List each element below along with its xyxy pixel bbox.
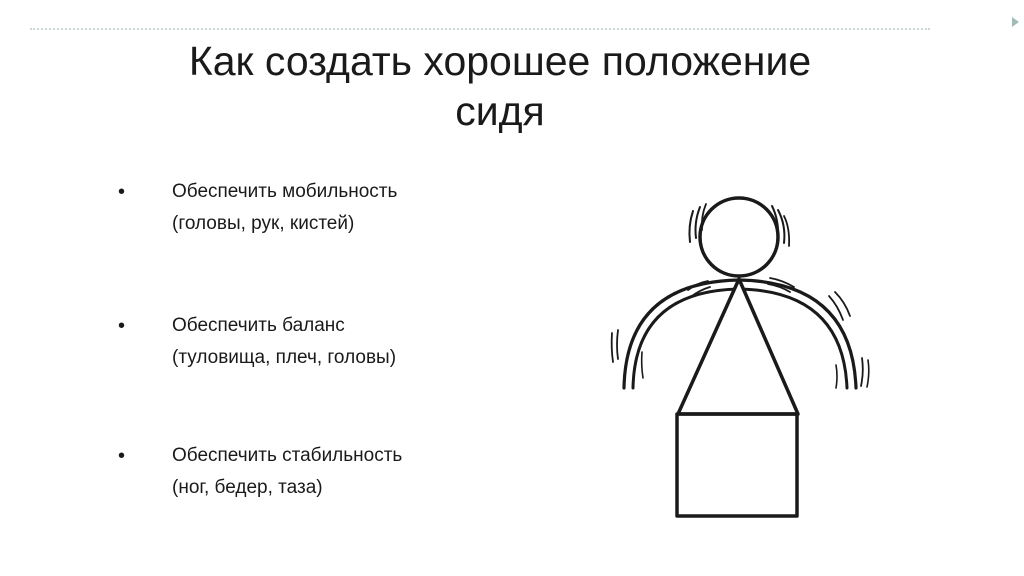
motion-line	[836, 365, 837, 388]
motion-line	[861, 358, 863, 386]
figure-pelvis	[677, 414, 797, 516]
seated-posture-stick-figure-icon	[600, 180, 890, 530]
slide-title	[60, 36, 940, 136]
bullet-line-2: (головы, рук, кистей)	[172, 213, 355, 234]
figure-torso	[678, 279, 798, 414]
title-line-1: Как создать хорошее положение	[188, 38, 812, 84]
motion-line	[617, 330, 618, 359]
top-dotted-rule	[30, 28, 930, 30]
motion-line	[835, 292, 850, 316]
figure-head	[700, 198, 778, 276]
corner-arrow-icon	[1012, 17, 1019, 27]
bullet-line-1: Обеспечить мобильность	[172, 181, 398, 202]
motion-line	[867, 360, 869, 387]
bullet-text	[172, 440, 552, 504]
bullet-line-1: Обеспечить баланс	[172, 315, 345, 336]
motion-line	[689, 211, 693, 242]
bullet-marker: •	[118, 315, 126, 337]
bullet-text	[172, 310, 552, 374]
bullet-line-2: (туловища, плеч, головы)	[172, 347, 397, 368]
title-line-2: сидя	[455, 88, 545, 134]
bullet-line-1: Обеспечить стабильность	[172, 445, 403, 466]
bullet-text	[172, 176, 552, 240]
motion-line	[612, 333, 613, 362]
bullet-marker: •	[118, 445, 126, 467]
motion-line	[642, 352, 643, 378]
bullet-line-2: (ног, бедер, таза)	[172, 477, 323, 498]
bullet-marker: •	[118, 181, 126, 203]
